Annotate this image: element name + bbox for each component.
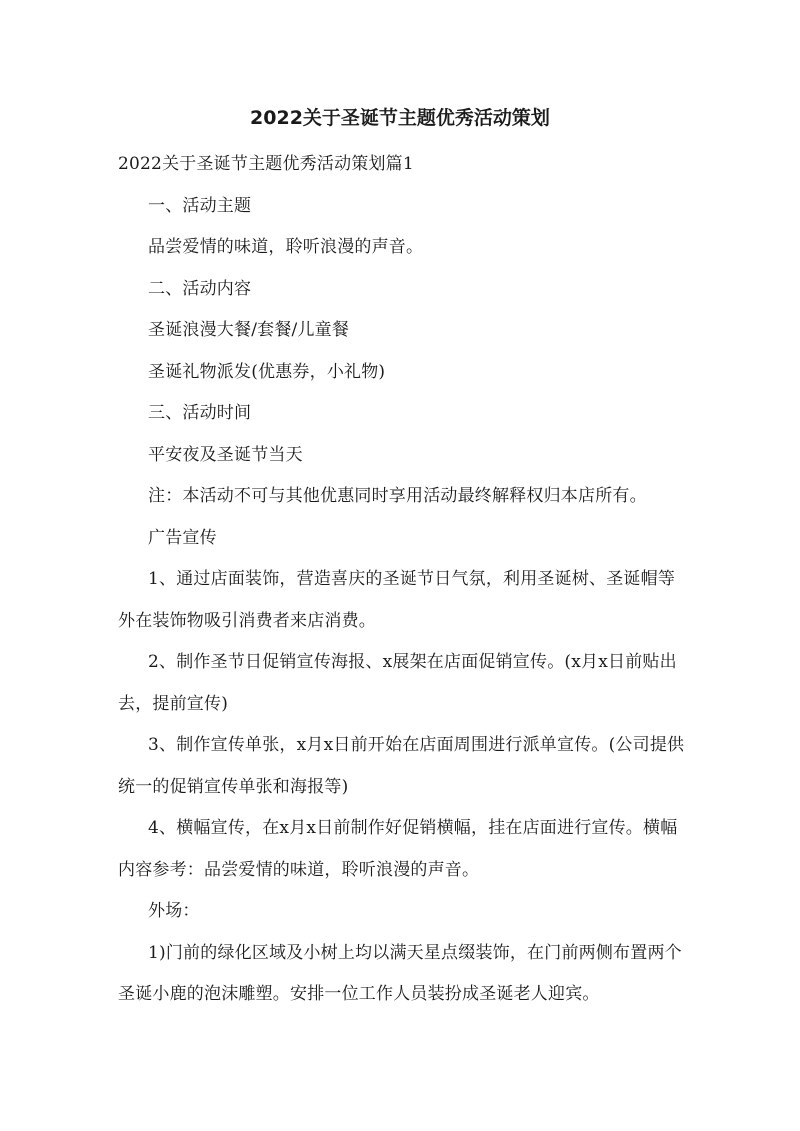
paragraph: 2、制作圣节日促销宣传海报、x展架在店面促销宣传。(x月x日前贴出去，提前宣传) [118,652,677,714]
paragraph: 3、制作宣传单张，x月x日前开始在店面周围进行派单宣传。(公司提供统一的促销宣传单张和海报等) [118,735,685,797]
heading-outdoor: 外场： [148,901,200,921]
paragraph: 圣诞礼物派发(优惠券，小礼物) [148,361,386,382]
paragraph: 品尝爱情的味道，聆听浪漫的声音。 [148,237,424,257]
section-heading: 2022关于圣诞节主题优秀活动策划篇1 [118,154,414,174]
heading-advertising: 广告宣传 [148,527,217,548]
document-title: 2022关于圣诞节主题优秀活动策划 [250,107,550,129]
heading-activity-content: 二、活动内容 [148,278,252,299]
paragraph: 1、通过店面装饰，营造喜庆的圣诞节日气氛，利用圣诞树、圣诞帽等外在装饰物吸引消费者来店消费。 [118,569,676,631]
paragraph: 平安夜及圣诞节当天 [148,444,303,465]
document-body [118,144,688,1016]
heading-activity-time: 三、活动时间 [148,403,252,423]
paragraph: 圣诞浪漫大餐/套餐/儿童餐 [148,320,350,340]
paragraph-note: 注：本活动不可与其他优惠同时享用活动最终解释权归本店所有。 [148,486,647,506]
paragraph: 4、横幅宣传，在x月x日前制作好促销横幅，挂在店面进行宣传。横幅内容参考：品尝爱情的味道，聆听浪漫的声音。 [118,818,678,880]
paragraph: 1)门前的绿化区域及小树上均以满天星点缀装饰，在门前两侧布置两个圣诞小鹿的泡沫雕塑。安排一位工作人员装扮成圣诞老人迎宾。 [118,942,682,1004]
heading-activity-theme: 一、活动主题 [148,195,252,216]
